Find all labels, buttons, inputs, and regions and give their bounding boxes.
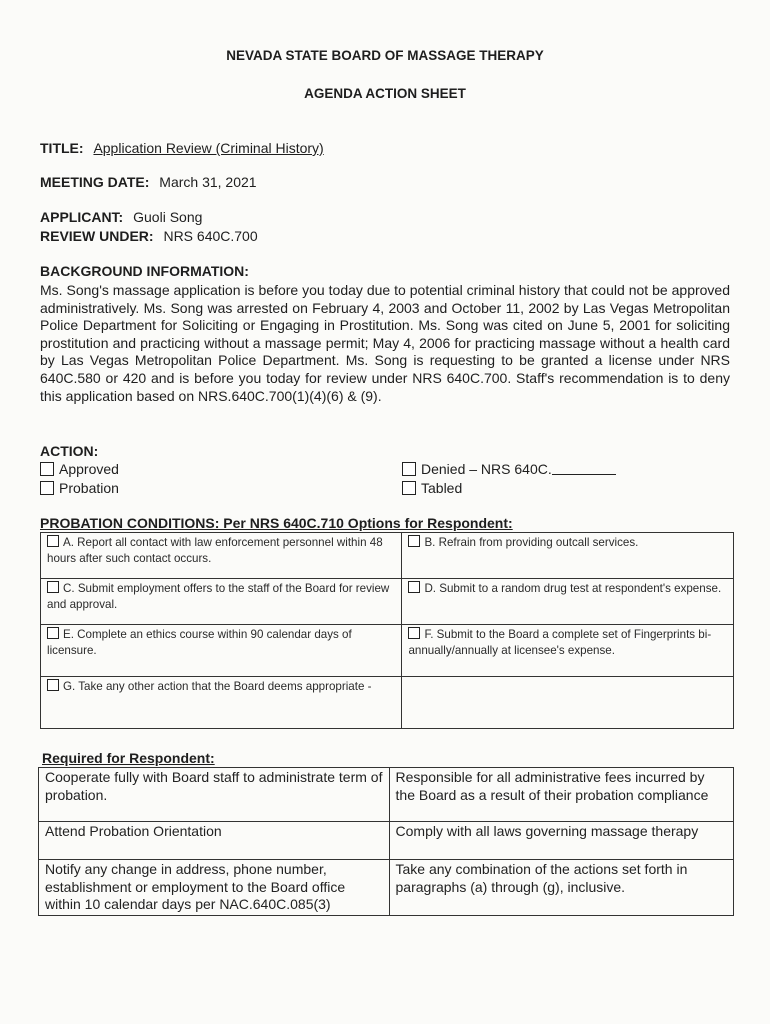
checkbox-icon[interactable] <box>402 481 416 495</box>
review-under-row <box>40 228 258 244</box>
meeting-date-row <box>40 174 257 190</box>
checkbox-icon[interactable] <box>402 462 416 476</box>
required-table <box>38 767 734 916</box>
meeting-date-label: MEETING DATE: <box>40 174 150 190</box>
condition-c-text: C. Submit employment offers to the staff of the Board for review and approval. <box>47 582 390 611</box>
condition-a[interactable] <box>41 533 402 579</box>
checkbox-icon[interactable] <box>40 462 54 476</box>
checkbox-icon[interactable] <box>408 581 420 593</box>
checkbox-icon[interactable] <box>40 481 54 495</box>
condition-d[interactable] <box>402 579 734 625</box>
background-text: Ms. Song's massage application is before you today due to potential criminal history that could not be approved administratively. Ms. Song was arrested on February 4, 2003 and October 11, 2002 by Las Vegas Metropolitan Police Department for Soliciting or Engaging in Prostitution. Ms. Song was cited on June 5, 2001 for soliciting prostitution and practicing without a massage permit; May 4, 2006 for practicing massage without a health card by Las Vegas Metropolitan Police Department. Ms. Song is requesting to be granted a license under NRS 640C.580 or 420 and is before you today for review under NRS 640C.700. Staff's recommendation is to deny this application based on NRS.640C.700(1)(4)(6) & (9). <box>40 282 730 404</box>
condition-f-text: F. Submit to the Board a complete set of Fingerprints bi-annually/annually at licensee's expense. <box>408 628 712 657</box>
title-value: Application Review (Criminal History) <box>93 140 324 156</box>
condition-b-text: B. Refrain from providing outcall services. <box>424 536 639 549</box>
condition-g-text: G. Take any other action that the Board deems appropriate - <box>63 680 372 693</box>
board-name: NEVADA STATE BOARD OF MASSAGE THERAPY <box>226 48 544 63</box>
applicant-row <box>40 209 202 225</box>
checkbox-icon[interactable] <box>47 535 59 547</box>
title-label: TITLE: <box>40 140 84 156</box>
condition-g[interactable] <box>41 677 402 729</box>
action-left-options <box>40 460 119 498</box>
applicant-value: Guoli Song <box>133 209 203 225</box>
condition-b[interactable] <box>402 533 734 579</box>
checkbox-icon[interactable] <box>408 535 420 547</box>
checkbox-icon[interactable] <box>47 581 59 593</box>
review-under-label: REVIEW UNDER: <box>40 228 154 244</box>
required-combination: Take any combination of the actions set forth in paragraphs (a) through (g), inclusive. <box>389 860 733 916</box>
sheet-title: AGENDA ACTION SHEET <box>304 86 466 101</box>
option-tabled[interactable] <box>402 479 616 498</box>
background-heading: BACKGROUND INFORMATION: <box>40 263 249 279</box>
condition-empty-cell <box>402 677 734 729</box>
required-orientation: Attend Probation Orientation <box>39 822 390 860</box>
condition-a-text: A. Report all contact with law enforcement personnel within 48 hours after such contact occurs. <box>47 536 383 565</box>
condition-e[interactable] <box>41 625 402 677</box>
condition-e-text: E. Complete an ethics course within 90 calendar days of licensure. <box>47 628 352 657</box>
required-comply-laws: Comply with all laws governing massage therapy <box>389 822 733 860</box>
review-under-value: NRS 640C.700 <box>163 228 258 244</box>
option-approved-label: Approved <box>59 461 119 477</box>
checkbox-icon[interactable] <box>47 679 59 691</box>
condition-d-text: D. Submit to a random drug test at respondent's expense. <box>424 582 722 595</box>
meeting-date-value: March 31, 2021 <box>159 174 257 190</box>
applicant-label: APPLICANT: <box>40 209 124 225</box>
option-approved[interactable] <box>40 460 119 479</box>
probation-conditions-table <box>40 532 734 729</box>
denied-blank-line[interactable] <box>552 462 616 475</box>
option-probation[interactable] <box>40 479 119 498</box>
option-tabled-label: Tabled <box>421 480 463 496</box>
required-heading: Required for Respondent: <box>42 750 215 766</box>
option-denied[interactable] <box>402 460 616 479</box>
checkbox-icon[interactable] <box>408 627 420 639</box>
condition-f[interactable] <box>402 625 734 677</box>
title-row <box>40 140 324 156</box>
probation-heading: PROBATION CONDITIONS: Per NRS 640C.710 Options for Respondent: <box>40 515 513 531</box>
condition-c[interactable] <box>41 579 402 625</box>
checkbox-icon[interactable] <box>47 627 59 639</box>
option-denied-label: Denied – NRS 640C. <box>421 461 552 477</box>
action-right-options <box>402 460 616 498</box>
action-heading: ACTION: <box>40 443 99 459</box>
required-notify-changes: Notify any change in address, phone number, establishment or employment to the Board office within 10 calendar days per NAC.640C.085(3) <box>39 860 390 916</box>
option-probation-label: Probation <box>59 480 119 496</box>
required-fees: Responsible for all administrative fees incurred by the Board as a result of their probation compliance <box>389 768 733 822</box>
required-cooperate: Cooperate fully with Board staff to administrate term of probation. <box>39 768 390 822</box>
